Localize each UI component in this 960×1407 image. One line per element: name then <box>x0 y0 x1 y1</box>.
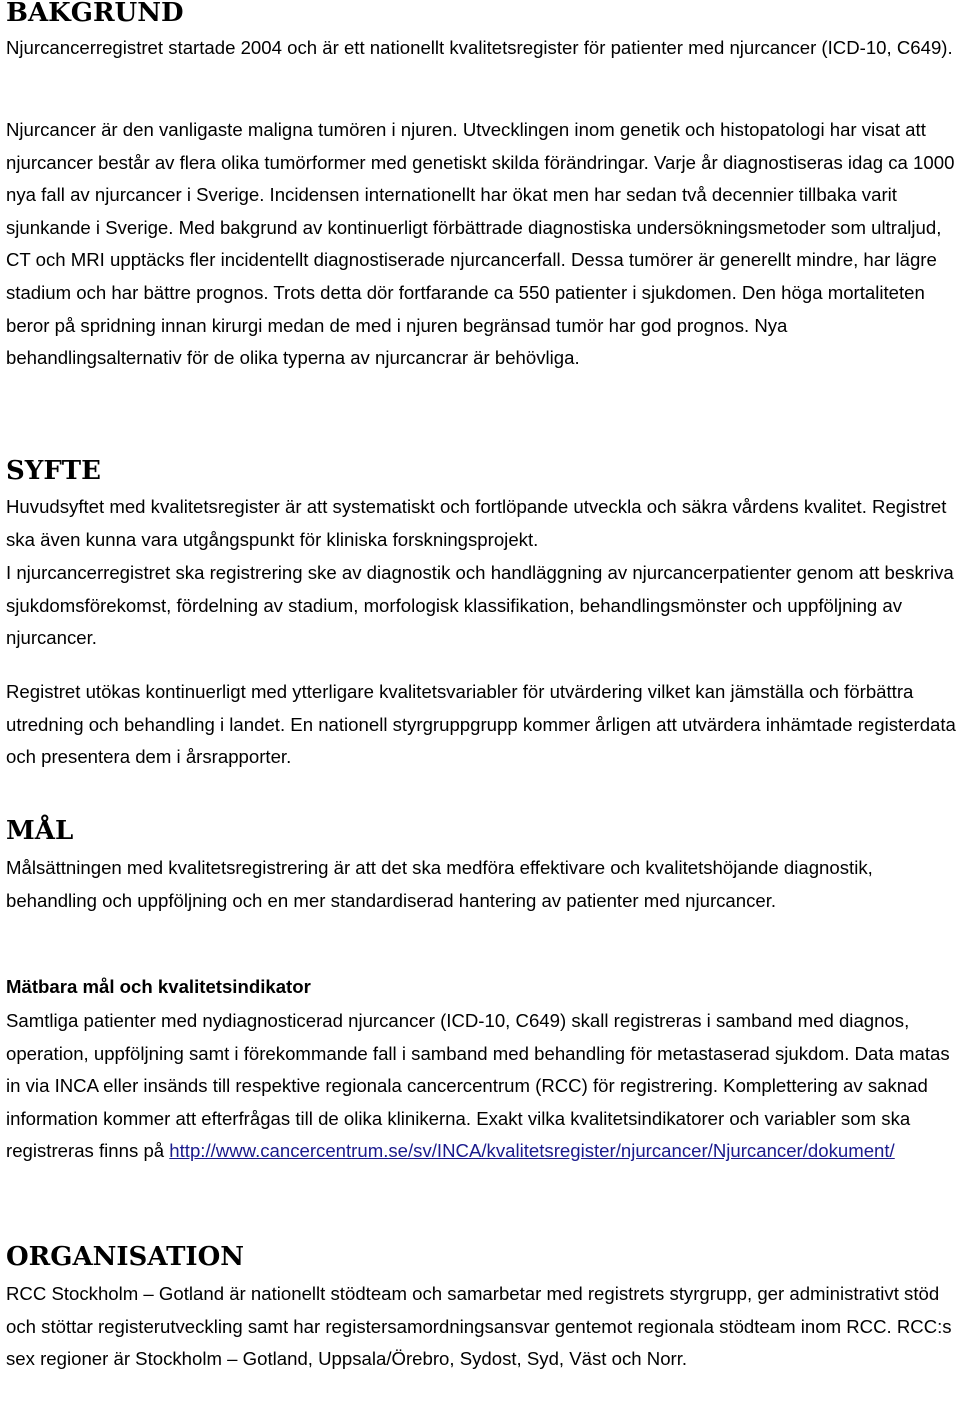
heading-mal: MÅL <box>6 816 74 846</box>
inca-documents-link[interactable]: http://www.cancercentrum.se/sv/INCA/kvalitetsregister/njurcancer/Njurcancer/dokument/ <box>169 1140 895 1162</box>
bakgrund-paragraph-1: Njurcancerregistret startade 2004 och är ett nationellt kvalitetsregister för patienter med njurcancer (ICD-10, C649). <box>6 37 953 58</box>
syfte-paragraph-2: I njurcancerregistret ska registrering ske av diagnostik och handläggning av njurcancerpatienter genom att beskriva sjukdomsförekomst, fördelning av stadium, morfologisk klassifikation, behandlingsmönster och uppföljning av njurcancer. <box>6 562 954 649</box>
heading-bakgrund: BAKGRUND <box>6 0 184 28</box>
mal-paragraph-1: Målsättningen med kvalitetsregistrering är att det ska medföra effektivare och kvalitetshöjande diagnostik, behandling och uppföljning och en mer standardiserad hantering av patienter med njurcancer. <box>6 857 873 911</box>
mal-paragraph-2-text: Samtliga patienter med nydiagnosticerad njurcancer (ICD-10, C649) skall registreras i samband med diagnos, operation, uppföljning samt i förekommande fall i samband med behandling för metastaserad sjukdom. Data matas in via INCA eller insänds till respektive regionala cancercentrum (RCC) för registrering. Komplettering av saknad information kommer att efterfrågas till de olika klinikerna. Exakt vilka kvalitetsindikatorer och variabler som ska registreras finns på <box>6 1010 950 1162</box>
mal-paragraph-2 <box>6 1005 956 1168</box>
organisation-paragraph-1: RCC Stockholm – Gotland är nationellt stödteam och samarbetar med registrets styrgrupp, ger administrativt stöd och stöttar registerutveckling samt har registersamordningsansvar gentemot regionala stödteam inom RCC. RCC:s sex regioner är Stockholm – Gotland, Uppsala/Örebro, Sydost, Syd, Väst och Norr. <box>6 1283 952 1370</box>
heading-organisation: ORGANISATION <box>6 1242 245 1272</box>
subheading-matbara-mal: Mätbara mål och kvalitetsindikator <box>6 976 311 997</box>
syfte-paragraph-3: Registret utökas kontinuerligt med ytterligare kvalitetsvariabler för utvärdering vilket kan jämställa och förbättra utredning och behandling i landet. En nationell styrgruppgrupp kommer årligen att utvärdera inhämtade registerdata och presentera dem i årsrapporter. <box>6 681 956 768</box>
heading-syfte: SYFTE <box>6 456 101 486</box>
syfte-paragraph-1: Huvudsyftet med kvalitetsregister är att systematiskt och fortlöpande utveckla och säkra vårdens kvalitet. Registret ska även kunna vara utgångspunkt för kliniska forskningsprojekt. <box>6 496 947 550</box>
bakgrund-paragraph-2: Njurcancer är den vanligaste maligna tumören i njuren. Utvecklingen inom genetik och histopatologi har visat att njurcancer består av flera olika tumörformer med genetiskt skilda förändringar. Varje år diagnostiseras idag ca 1000 nya fall av njurcancer i Sverige. Incidensen internationellt har ökat men har sedan två decennier tillbaka varit sjunkande i Sverige. Med bakgrund av kontinuerligt förbättrade diagnostiska undersökningsmetoder som ultraljud, CT och MRI upptäcks fler incidentellt diagnostiserade njurcancerfall. Dessa tumörer är generellt mindre, har lägre stadium och har bättre prognos. Trots detta dör fortfarande ca 550 patienter i sjukdomen. Den höga mortaliteten beror på spridning innan kirurgi medan de med i njuren begränsad tumör har god prognos. Nya behandlingsalternativ för de olika typerna av njurcancrar är behövliga. <box>6 119 955 369</box>
